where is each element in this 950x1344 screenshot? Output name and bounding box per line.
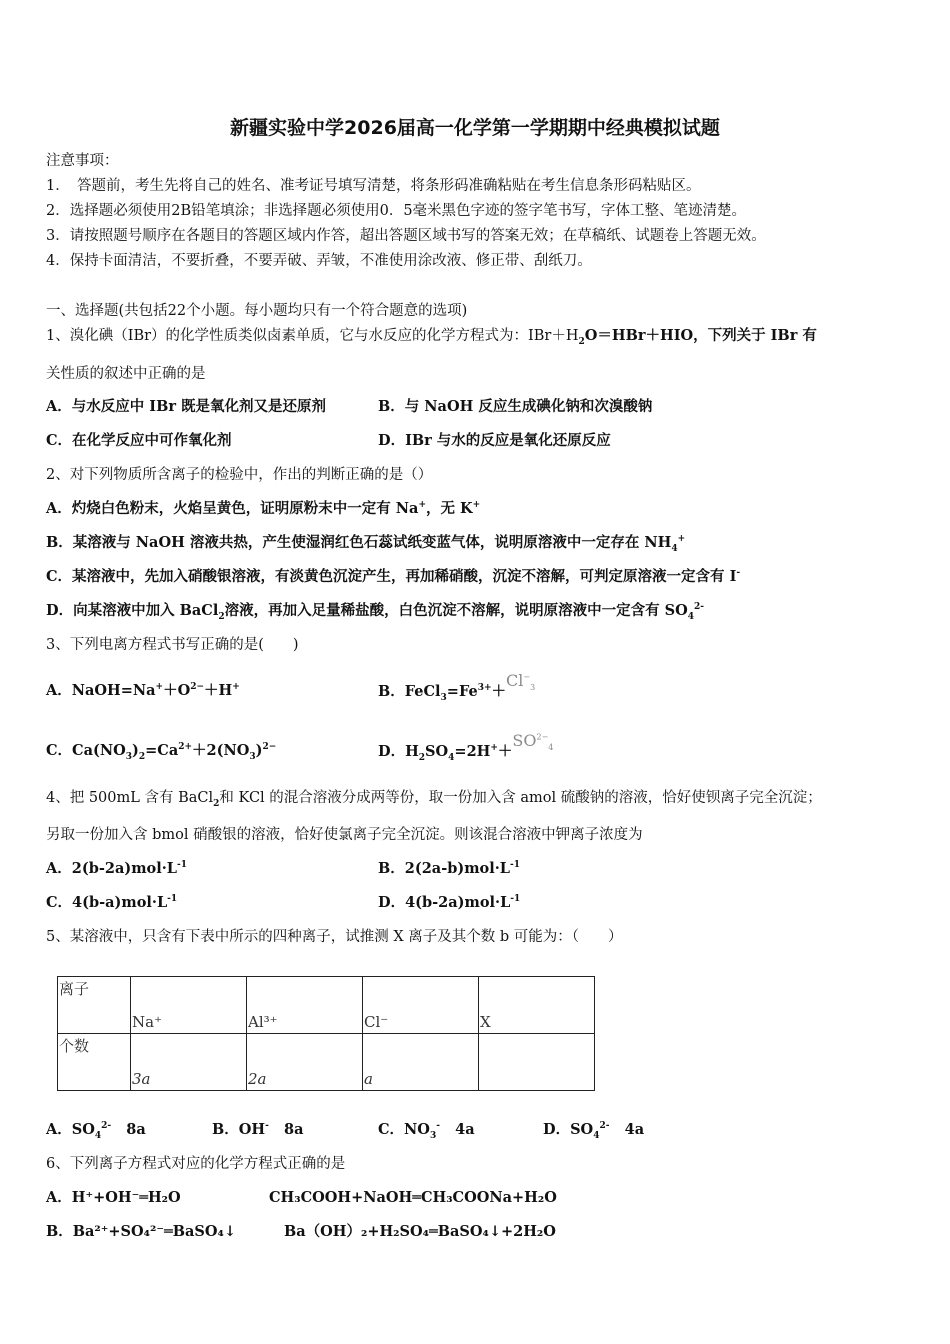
q4-option-d: D．$4(b-2a)mol\cdot L^{-1}$ (378, 894, 521, 911)
table-cell: 3a (131, 1034, 247, 1091)
q4-option-c: C．$4(b-a)mol\cdot L^{-1}$ (46, 894, 178, 911)
question-4-stem: 4、把 500mL 含有 BaCl$_2$和 KCl 的混合溶液分成两等份，取一份加入含 amol 硫酸钠的溶液，恰好使钡离子完全沉淀； (46, 790, 822, 809)
q1-option-a: A．与水反应中 IBr 既是氧化剂又是还原剂 (46, 398, 327, 415)
q5-option-b: B．OH- 8a (212, 1121, 304, 1138)
q5-option-d: D．$SO_4^{2-}$ 4a (543, 1121, 645, 1141)
page-title: 新疆实验中学2026届高一化学第一学期期中经典模拟试题 (230, 117, 720, 139)
table-row (58, 977, 595, 1034)
q6-option-a-molecular: CH₃COOH+NaOH═CH₃COONa+H₂O (269, 1189, 557, 1206)
notice-item-1: 1． 答题前，考生先将自己的姓名、准考证号填写清楚，将条形码准确粘贴在考生信息条形码粘贴区。 (46, 178, 701, 194)
notice-item-4: 4．保持卡面清洁，不要折叠，不要弄破、弄皱，不准使用涂改液、修正带、刮纸刀。 (46, 253, 592, 269)
question-3-stem: 3、下列电离方程式书写正确的是( ) (46, 637, 299, 653)
q2-option-a: A．灼烧白色粉末，火焰呈黄色，证明原粉末中一定有 Na+，无 K+ (46, 500, 481, 517)
question-6-stem: 6、下列离子方程式对应的化学方程式正确的是 (46, 1156, 346, 1172)
table-cell: Al³⁺ (247, 977, 363, 1034)
q1-option-c: C．在化学反应中可作氧化剂 (46, 432, 232, 449)
q2-option-b: B．某溶液与 NaOH 溶液共热，产生使湿润红色石蕊试纸变蓝气体，说明原溶液中一定存在 $NH_4^+$ (46, 534, 686, 554)
q6-option-b-molecular: Ba（OH）₂+H₂SO₄═BaSO₄↓+2H₂O (284, 1223, 556, 1240)
q1-option-d: D．IBr 与水的反应是氧化还原反应 (378, 432, 611, 449)
table-cell (479, 1034, 595, 1091)
q3-option-a: A．$NaOH=Na^++O^{2-}+H^+$ (46, 682, 240, 699)
question-4-stem-cont: 另取一份加入含 bmol 硝酸银的溶液，恰好使氯离子完全沉淀。则该混合溶液中钾离子浓度为 (46, 827, 643, 843)
q4-option-b: B．$2(2a-b)mol\cdot L^{-1}$ (378, 860, 520, 877)
q2-option-d: D．向某溶液中加入 BaCl$_2$溶液，再加入足量稀盐酸，白色沉淀不溶解，说明原溶液中一定含有 $SO_4^{2-}$ (46, 602, 705, 622)
question-5-stem: 5、某溶液中，只含有下表中所示的四种离子，试推测 X 离子及其个数 b 可能为：（ ） (46, 929, 623, 945)
q6-option-b-ionic: B．Ba²⁺+SO₄²⁻═BaSO₄↓ (46, 1223, 237, 1240)
table-cell: 个数 (58, 1034, 131, 1091)
q1-option-b: B．与 NaOH 反应生成碘化钠和次溴酸钠 (378, 398, 653, 415)
table-cell: Na⁺ (131, 977, 247, 1034)
table-cell: 离子 (58, 977, 131, 1034)
notice-item-3: 3．请按照题号顺序在各题目的答题区域内作答，超出答题区域书写的答案无效；在草稿纸、试题卷上答题无效。 (46, 228, 766, 244)
table-cell: X (479, 977, 595, 1034)
notice-heading: 注意事项： (46, 153, 119, 169)
q3-option-d: D．$H_2SO_4=2H^++SO^{2-}_4$ (378, 731, 554, 763)
question-2-stem: 2、对下列物质所含离子的检验中，作出的判断正确的是（） (46, 467, 433, 483)
question-1-stem-cont: 关性质的叙述中正确的是 (46, 366, 206, 382)
notice-item-2: 2．选择题必须使用2B铅笔填涂；非选择题必须使用0．5毫米黑色字迹的签字笔书写，字体工整、笔迹清楚。 (46, 203, 747, 219)
table-cell: a (363, 1034, 479, 1091)
question-1-stem: 1、溴化碘（IBr）的化学性质类似卤素单质，它与水反应的化学方程式为：$IBr+H_2O=HBr+HIO$，下列关于 IBr 有 (46, 327, 817, 347)
q2-option-c: C．某溶液中，先加入硝酸银溶液，有淡黄色沉淀产生，再加稀硝酸，沉淀不溶解，可判定原溶液一定含有 I- (46, 568, 741, 585)
q5-option-a: A．$SO_4^{2-}$ 8a (46, 1121, 146, 1141)
q3-option-c: C．$Ca(NO_3)_2=Ca^{2+}+2(NO_3)^{2-}$ (46, 742, 277, 762)
q5-option-c: C．$NO_3^-$ 4a (378, 1121, 475, 1141)
q4-option-a: A．$2(b-2a)mol\cdot L^{-1}$ (46, 860, 187, 877)
table-cell: 2a (247, 1034, 363, 1091)
table-cell: Cl⁻ (363, 977, 479, 1034)
ion-table (57, 976, 595, 1091)
section-heading: 一、选择题(共包括22个小题。每小题均只有一个符合题意的选项) (46, 303, 468, 319)
q6-option-a-ionic: A．H⁺+OH⁻═H₂O (46, 1189, 181, 1206)
q3-option-b: B．$FeCl_3=Fe^{3+}+Cl^-_3$ (378, 671, 536, 703)
table-row (58, 1034, 595, 1091)
